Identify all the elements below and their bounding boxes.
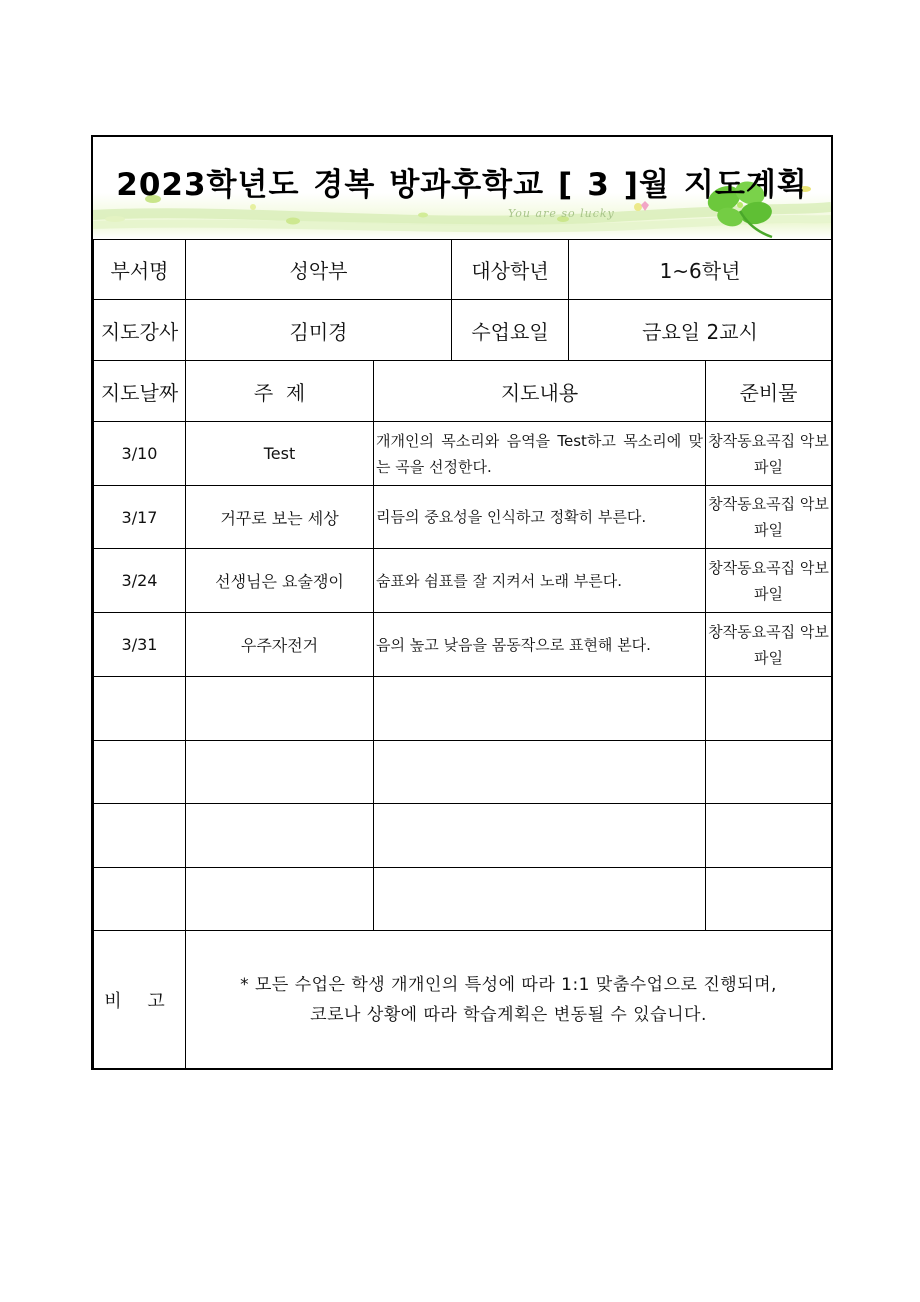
note-row	[94, 931, 832, 1070]
row-topic: 우주자전거	[186, 613, 374, 677]
title-bracket-open: [	[558, 167, 574, 203]
table-row	[94, 422, 832, 486]
row-materials	[706, 741, 832, 804]
row-materials: 창작동요곡집 악보파일	[706, 613, 832, 677]
row-materials: 창작동요곡집 악보파일	[706, 422, 832, 486]
row-topic: Test	[186, 422, 374, 486]
row-materials	[706, 677, 832, 741]
row-content: 음의 높고 낮음을 몸동작으로 표현해 본다.	[374, 613, 706, 677]
row-topic	[186, 677, 374, 741]
table-row	[94, 613, 832, 677]
row-date	[94, 741, 186, 804]
row-date	[94, 804, 186, 868]
row-topic	[186, 868, 374, 931]
teacher-label: 지도강사	[94, 300, 186, 361]
day-label: 수업요일	[452, 300, 569, 361]
table-row	[94, 549, 832, 613]
title-program: 방과후학교	[389, 167, 545, 203]
note-line-1: * 모든 수업은 학생 개개인의 특성에 따라 1:1 맞춤수업으로 진행되며,	[240, 975, 777, 995]
row-materials	[706, 868, 832, 931]
grade-label: 대상학년	[452, 240, 569, 300]
table-row	[94, 677, 832, 741]
title-banner	[93, 137, 831, 240]
dept-value: 성악부	[186, 240, 452, 300]
title-suffix: 지도계획	[683, 167, 808, 203]
schedule-header-row	[94, 361, 832, 422]
plan-sheet	[91, 135, 833, 1070]
grade-value: 1~6학년	[569, 240, 832, 300]
header-topic: 주 제	[186, 361, 374, 422]
row-date	[94, 868, 186, 931]
row-content: 개개인의 목소리와 음역을 Test하고 목소리에 맞는 곡을 선정한다.	[374, 422, 706, 486]
row-date: 3/10	[94, 422, 186, 486]
note-label: 비 고	[94, 931, 186, 1070]
row-date: 3/31	[94, 613, 186, 677]
dept-label: 부서명	[94, 240, 186, 300]
row-date: 3/24	[94, 549, 186, 613]
row-content	[374, 677, 706, 741]
note-line-2: 코로나 상황에 따라 학습계획은 변동될 수 있습니다.	[310, 1005, 707, 1025]
teacher-value: 김미경	[186, 300, 452, 361]
row-content	[374, 804, 706, 868]
row-topic: 거꾸로 보는 세상	[186, 486, 374, 549]
row-topic	[186, 804, 374, 868]
row-topic: 선생님은 요술쟁이	[186, 549, 374, 613]
day-value: 금요일 2교시	[569, 300, 832, 361]
row-materials: 창작동요곡집 악보파일	[706, 486, 832, 549]
title-year: 2023학년도	[116, 167, 300, 203]
header-date: 지도날짜	[94, 361, 186, 422]
row-materials	[706, 804, 832, 868]
page-title	[93, 159, 831, 204]
title-month: 3	[587, 167, 610, 203]
header-content: 지도내용	[374, 361, 706, 422]
info-row-teacher	[94, 300, 832, 361]
note-text	[186, 931, 832, 1070]
table-row	[94, 741, 832, 804]
row-topic	[186, 741, 374, 804]
row-content: 리듬의 중요성을 인식하고 정확히 부른다.	[374, 486, 706, 549]
table-row	[94, 804, 832, 868]
title-school: 경복	[313, 167, 376, 203]
title-bracket-close: ]월	[623, 167, 670, 203]
row-date	[94, 677, 186, 741]
row-content: 숨표와 쉼표를 잘 지켜서 노래 부른다.	[374, 549, 706, 613]
plan-table	[93, 239, 832, 1070]
table-row	[94, 486, 832, 549]
header-materials: 준비물	[706, 361, 832, 422]
row-content	[374, 741, 706, 804]
table-row	[94, 868, 832, 931]
script-caption: You are so lucky	[508, 207, 615, 220]
info-row-dept	[94, 240, 832, 300]
row-date: 3/17	[94, 486, 186, 549]
row-content	[374, 868, 706, 931]
row-materials: 창작동요곡집 악보파일	[706, 549, 832, 613]
